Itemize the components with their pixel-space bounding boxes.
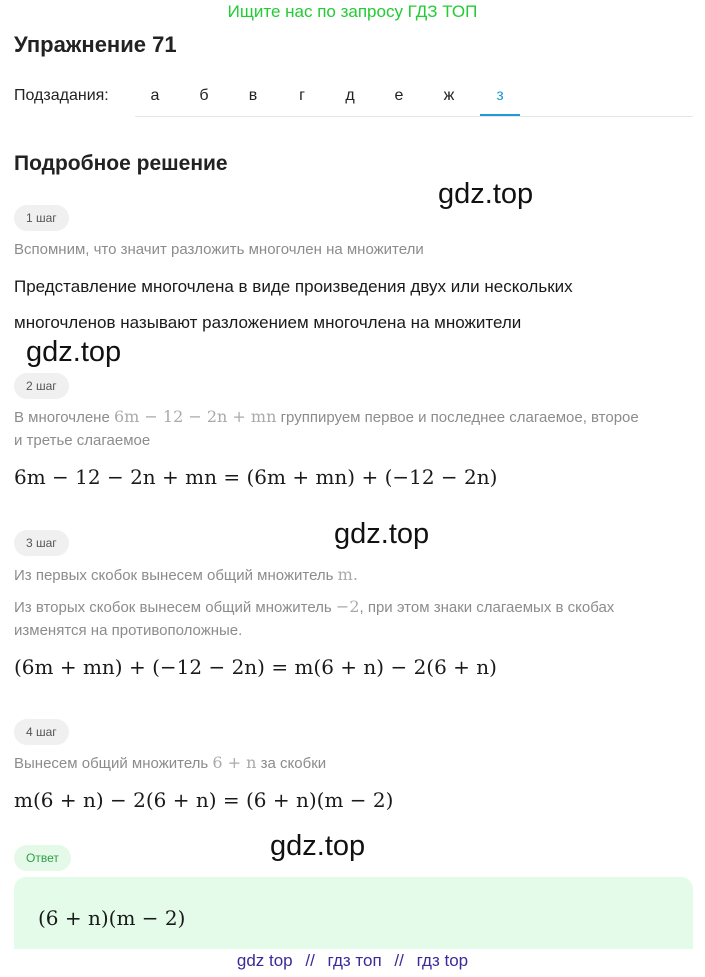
footer-link[interactable]: gdz top	[236, 951, 293, 970]
footer-link[interactable]: гдз топ	[327, 951, 382, 970]
formula: (6m + mn) + (−12 − 2n) = m(6 + n) − 2(6 + n)	[14, 655, 497, 679]
watermark: gdz.top	[438, 178, 534, 210]
tab-b[interactable]: б	[199, 87, 209, 104]
section-title: Подробное решение	[14, 152, 228, 175]
watermark: gdz.top	[270, 830, 366, 862]
inline-expression: 6m − 12 − 2n + mn	[113, 407, 277, 426]
step-badge: 2 шаг	[14, 373, 69, 399]
tab-v[interactable]: в	[248, 87, 258, 104]
formula: m(6 + n) − 2(6 + n) = (6 + n)(m − 2)	[14, 788, 394, 812]
step-badge: 3 шаг	[14, 530, 69, 556]
step-text	[14, 565, 358, 584]
subtasks-tabs	[135, 80, 693, 117]
footer-link[interactable]: гдз top	[416, 951, 469, 970]
tab-g[interactable]: г	[299, 87, 305, 104]
tab-z[interactable]: з	[480, 80, 520, 116]
step-text	[14, 407, 694, 426]
step-text: изменятся на противоположные.	[14, 622, 243, 639]
step-text-part: Из вторых скобок вынесем общий множитель	[14, 599, 332, 616]
tab-e[interactable]: е	[394, 87, 404, 104]
answer-formula: (6 + n)(m − 2)	[38, 906, 186, 930]
definition-line: Представление многочлена в виде произведения двух или нескольких	[14, 277, 573, 296]
answer-badge: Ответ	[14, 845, 71, 871]
step-badge: 4 шаг	[14, 719, 69, 745]
top-banner: Ищите нас по запросу ГДЗ ТОП	[227, 2, 478, 21]
step-text-part: В многочлене	[14, 409, 110, 426]
step-badge: 1 шаг	[14, 205, 69, 231]
formula: 6m − 12 − 2n + mn = (6m + mn) + (−12 − 2n)	[14, 465, 498, 489]
step-text	[14, 753, 326, 772]
page-title: Упражнение 71	[14, 32, 177, 57]
step-intro: Вспомним, что значит разложить многочлен на множители	[14, 241, 424, 258]
tab-zh[interactable]: ж	[443, 87, 455, 104]
tab-a[interactable]: а	[150, 87, 160, 104]
definition-line: многочленов называют разложением многочлена на множители	[14, 313, 522, 332]
footer-separator: //	[305, 951, 315, 970]
inline-expression: −2	[335, 597, 360, 616]
step-text-part: Вынесем общий множитель	[14, 755, 209, 772]
step-text: и третье слагаемое	[14, 432, 151, 449]
step-text-part: группируем первое и последнее слагаемое, второе	[280, 409, 639, 426]
subtasks-label: Подзадания:	[14, 87, 109, 104]
step-text	[14, 597, 614, 616]
watermark: gdz.top	[334, 518, 430, 550]
footer-links	[0, 951, 705, 971]
step-text-part: Из первых скобок вынесем общий множитель	[14, 567, 334, 584]
tab-d[interactable]: д	[345, 87, 355, 104]
footer-separator: //	[394, 951, 404, 970]
inline-expression: m.	[337, 565, 358, 584]
step-text-part: , при этом знаки слагаемых в скобах	[359, 599, 615, 616]
inline-expression: 6 + n	[212, 753, 257, 772]
watermark: gdz.top	[26, 336, 122, 368]
step-text-part: за скобки	[260, 755, 327, 772]
